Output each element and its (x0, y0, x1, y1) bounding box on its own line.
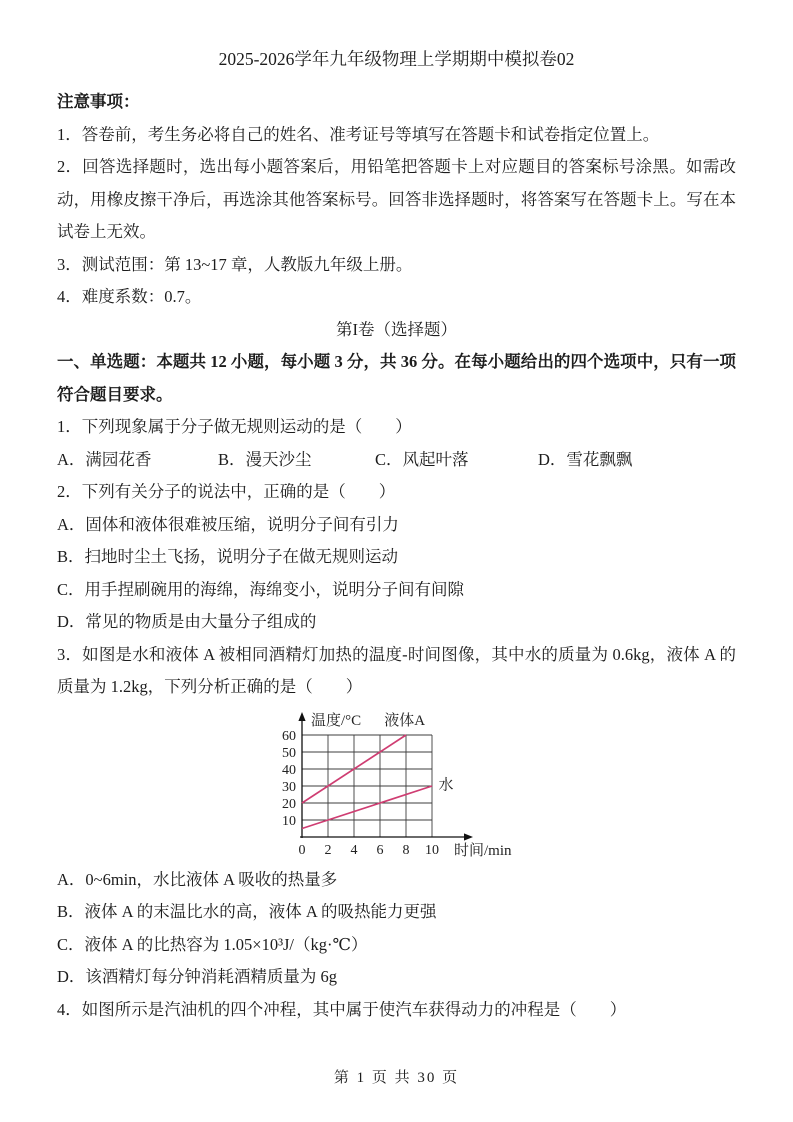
svg-text:60: 60 (282, 728, 296, 744)
question-3-option-c: C．液体 A 的比热容为 1.05×10³J/（kg·℃） (57, 934, 368, 954)
question-3-stem: 3．如图是水和液体 A 被相同酒精灯加热的温度-时间图像，其中水的质量为 0.6kg，液体 A 的质量为 1.2kg，下列分析正确的是（ ） (57, 644, 736, 696)
svg-text:2: 2 (324, 842, 332, 858)
notice-item-2: 2．回答选择题时，选出每小题答案后，用铅笔把答题卡上对应题目的答案标号涂黑。如需改动，用橡皮擦干净后，再选涂其他答案标号。回答非选择题时，将答案写在答题卡上。写在本试卷上无效。 (57, 157, 736, 241)
question-2-option-a: A．固体和液体很难被压缩，说明分子间有引力 (57, 514, 399, 534)
notice-heading: 注意事项： (57, 92, 140, 111)
question-1-option-a: A．满园花香 (57, 449, 152, 469)
svg-text:20: 20 (282, 796, 296, 812)
question-1-options (57, 444, 736, 477)
question-4-stem: 4．如图所示是汽油机的四个冲程，其中属于使汽车获得动力的冲程是（ ） (57, 999, 627, 1019)
svg-text:6: 6 (376, 842, 384, 858)
page-title: 2025-2026学年九年级物理上学期期中模拟卷02 (218, 49, 575, 69)
question-2-option-d: D．常见的物质是由大量分子组成的 (57, 612, 317, 631)
heating-curve-figure (260, 709, 522, 861)
question-2-option-b: B．扫地时尘土飞扬，说明分子在做无规则运动 (57, 547, 399, 566)
svg-text:时间/min: 时间/min (454, 842, 512, 859)
question-1-stem: 1．下列现象属于分子做无规则运动的是（ ） (57, 417, 412, 436)
svg-text:50: 50 (282, 745, 296, 761)
question-1-option-b: B．漫天沙尘 (218, 449, 312, 469)
page-footer: 第 1 页 共 30 页 (333, 1070, 460, 1086)
question-3-option-a: A．0~6min，水比液体 A 吸收的热量多 (57, 869, 338, 889)
svg-text:液体A: 液体A (384, 712, 426, 729)
section-heading: 一、单选题：本题共 12 小题，每小题 3 分，共 36 分。在每小题给出的四个选项中，只有一项符合题目要求。 (57, 352, 736, 404)
question-3-option-d: D．该酒精灯每分钟消耗酒精质量为 6g (57, 967, 338, 986)
question-2-stem: 2．下列有关分子的说法中，正确的是（ ） (57, 482, 396, 501)
svg-text:4: 4 (350, 842, 358, 858)
notice-item-3: 3．测试范围：第 13~17 章，人教版九年级上册。 (57, 254, 413, 274)
question-1-option-c: C．风起叶落 (375, 449, 469, 469)
svg-text:水: 水 (438, 776, 454, 793)
svg-text:温度/°C: 温度/°C (311, 712, 362, 729)
svg-text:30: 30 (282, 779, 296, 795)
question-2-option-c: C．用手捏刷碗用的海绵，海绵变小，说明分子间有间隙 (57, 579, 465, 599)
svg-text:8: 8 (402, 842, 410, 858)
volume-heading: 第I卷（选择题） (336, 319, 457, 339)
svg-text:40: 40 (282, 762, 296, 778)
notice-item-1: 1．答卷前，考生务必将自己的姓名、准考证号等填写在答题卡和试卷指定位置上。 (57, 124, 660, 144)
heating-curve-chart (260, 709, 522, 861)
question-1-option-d: D．雪花飘飘 (538, 449, 633, 469)
svg-text:0: 0 (298, 842, 306, 858)
svg-text:10: 10 (282, 813, 296, 829)
question-3-option-b: B．液体 A 的末温比水的高，液体 A 的吸热能力更强 (57, 902, 437, 921)
notice-item-4: 4．难度系数：0.7。 (57, 287, 202, 306)
svg-text:10: 10 (425, 842, 439, 858)
